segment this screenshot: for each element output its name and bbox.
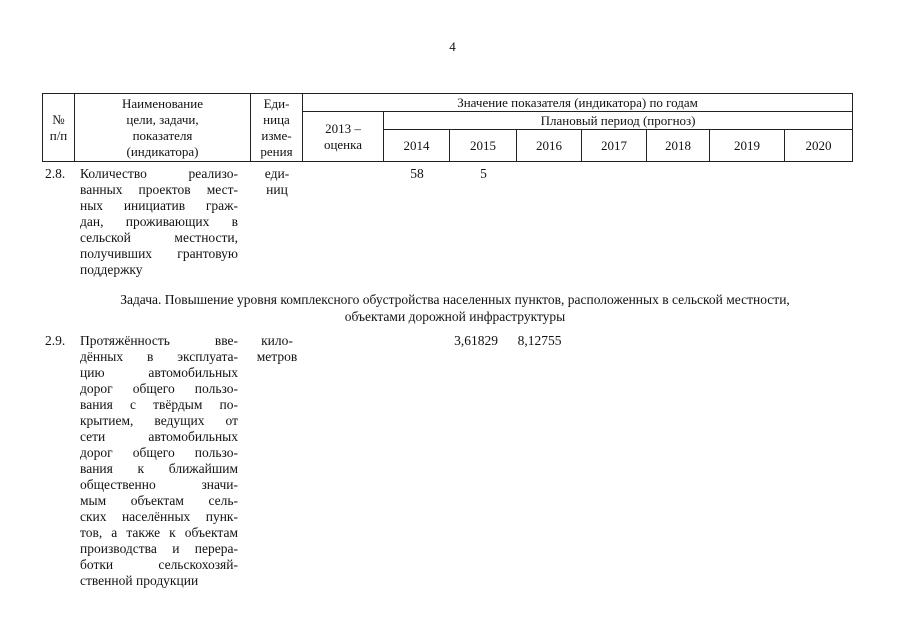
header-year: 2019 (710, 130, 785, 162)
task-heading: Задача. Повышение уровня комплексного обустройства населенных пунктов, расположенных в сельской местности, объектами дорожной инфраструктуры (120, 292, 790, 324)
header-name-cell: Наименование цели, задачи, показателя (индикатора) (75, 94, 251, 162)
header-year: 2020 (785, 130, 853, 162)
indicator-table-header (42, 93, 853, 162)
row-number: 2.8. (45, 166, 66, 181)
header-num-cell: № п/п (43, 94, 75, 162)
row-value-2014: 58 (410, 166, 424, 181)
header-plan-title: Плановый период (прогноз) (384, 112, 853, 130)
page-number: 4 (449, 39, 456, 54)
row-indicator-name: Протяжённость вве- дённых в эксплуата- цию автомобильных дорог общего пользо- вания с твёрдым по- крытием, ведущих от сети автомобильных дорог общего пользо- вания к ближайшим общественно значи- мым объектам сель- ских населённых пунк- тов, а также к объектам производства и перера- ботки сельскохозяй- ственной продукции (80, 333, 238, 588)
header-year: 2018 (647, 130, 710, 162)
header-year: 2017 (582, 130, 647, 162)
row-unit: еди- ниц (264, 166, 290, 197)
row-value-2015: 5 (480, 166, 487, 181)
header-year: 2014 (384, 130, 450, 162)
header-year: 2015 (450, 130, 517, 162)
header-values-title: Значение показателя (индикатора) по годам (303, 94, 853, 112)
header-unit-cell: Еди- ница изме- рения (251, 94, 303, 162)
row-unit: кило- метров (256, 333, 298, 364)
row-value-2014: 3,61829 (454, 333, 498, 348)
header-year: 2016 (517, 130, 582, 162)
row-value-2015: 8,12755 (517, 333, 562, 348)
row-number: 2.9. (45, 333, 66, 348)
header-base-year: 2013 – оценка (303, 112, 384, 162)
row-indicator-name: Количество реализо- ванных проектов мест- ных инициатив граж- дан, проживающих в сельской местности, получивших грантовую поддержку (80, 166, 238, 277)
